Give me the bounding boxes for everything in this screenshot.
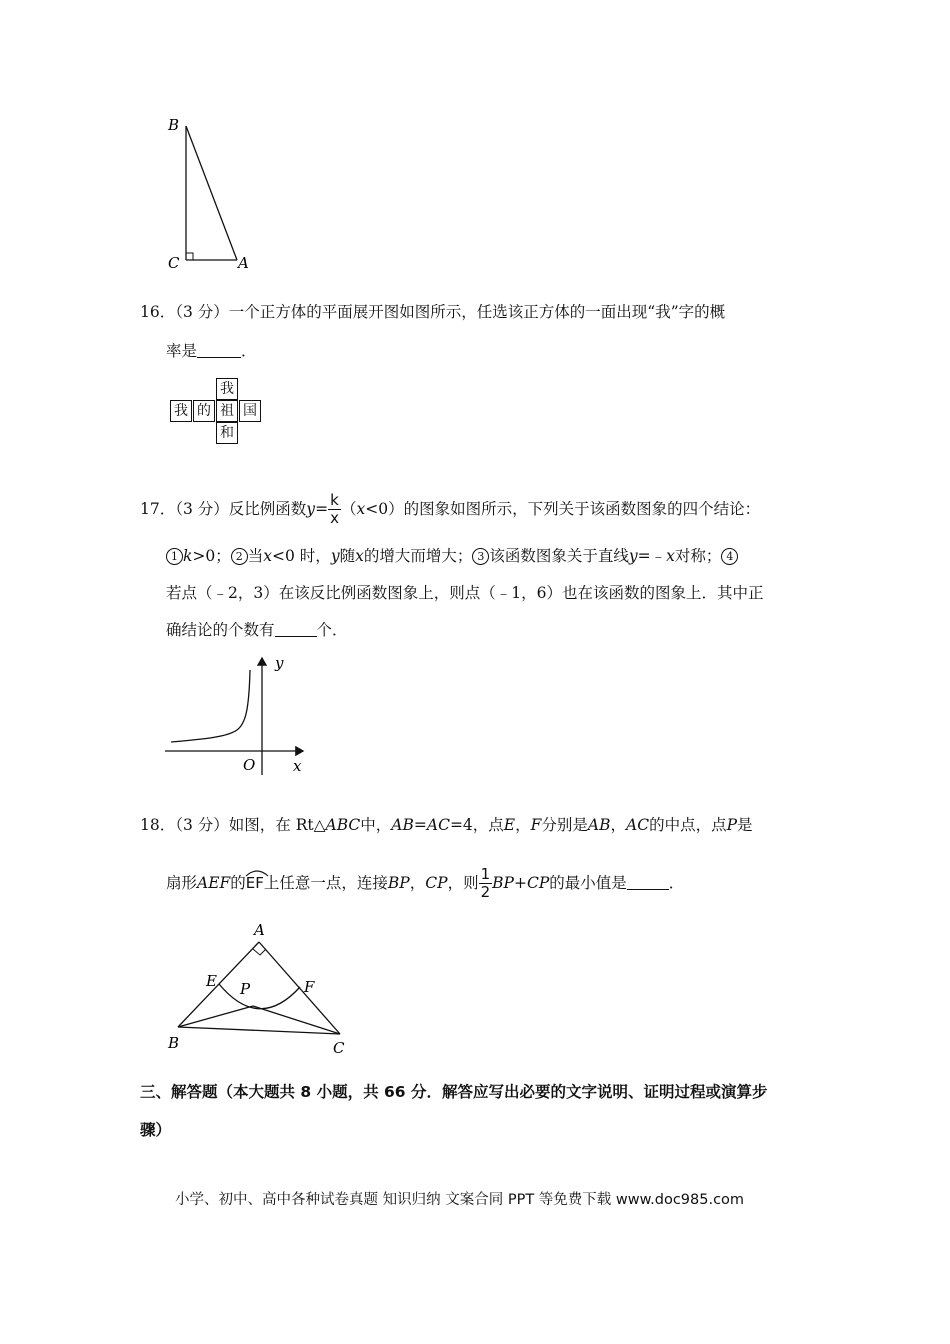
q16-line2: 率是 ． (166, 342, 257, 360)
q16-line1 (140, 305, 725, 321)
q16-answer-blank[interactable] (197, 345, 241, 358)
side-ab (186, 126, 237, 260)
right-angle-mark (253, 949, 266, 955)
label-b: B (168, 1034, 180, 1052)
label-b: B (168, 116, 180, 134)
arc-ef: EF (246, 876, 264, 891)
q18-line1: 18．（3 分）如图，在 Rt△ABC中，AB=AC=4，点E，F分别是AB，AC的中点，点P是 (140, 816, 753, 834)
q16-text1: 一个正方体的平面展开图如图所示，任选该正方体的一面出现“我”字的概 (228, 303, 726, 321)
arc-ef-shape (219, 984, 300, 1009)
label-e: E (206, 972, 217, 990)
side-bc (178, 1027, 340, 1034)
label-c: C (168, 254, 180, 272)
q17-answer-blank[interactable] (275, 624, 317, 637)
net-cell-3: 祖 (216, 400, 238, 422)
label-y: y (275, 654, 284, 672)
label-c: C (333, 1039, 345, 1057)
q16-score: （3 分） (175, 303, 229, 321)
label-x: x (293, 757, 302, 775)
arc-mark (245, 867, 269, 877)
right-angle-mark (186, 253, 193, 260)
label-o: O (243, 756, 256, 774)
q17-line4: 确结论的个数有 个． (166, 621, 348, 639)
q17-line1: 17．（3 分）反比例函数y= $\frac{k}{x}$ （x<0）的图象如图所示，下列关于该函数图象的四个结论： (140, 491, 761, 528)
page-footer: 小学、初中、高中各种试卷真题 知识归纳 文案合同 PPT 等免费下载 www.doc985.com (175, 1192, 745, 1208)
q17-line2: 1 k>0； 2 当x<0 时，y随x的增大而增大； 3 该函数图象关于直线y=﹣x对称； 4 (166, 548, 738, 565)
q18-line2: 扇形AEF的 EF上任意一点，连接BP，CP，则 $\frac{1}{2}$ BP+CP的最小值是 ． (166, 865, 685, 902)
section3-heading: 三、解答题（本大题共 8 小题，共 66 分．解答应写出必要的文字说明、证明过程或演算步 (140, 1083, 768, 1101)
q17-hyperbola-graph (165, 650, 315, 780)
q16-number: 16． (140, 303, 176, 321)
q17-line3: 若点（﹣2，3）在该反比例函数图象上，则点（﹣1，6）也在该函数的图象上．其中正 (166, 584, 764, 602)
q18-fraction-one-half: $\frac{1}{2}$ (480, 865, 491, 902)
q18-answer-blank[interactable] (627, 877, 669, 890)
q18-triangle-figure (160, 920, 360, 1060)
section3-heading-line2: 骤） (140, 1121, 172, 1139)
label-p: P (240, 980, 251, 998)
label-f: F (304, 978, 315, 996)
net-cell-bottom: 和 (216, 422, 238, 444)
net-cell-1: 我 (170, 400, 192, 422)
net-cell-4: 国 (239, 400, 261, 422)
hyperbola-curve (171, 670, 250, 742)
q16-cube-net (170, 378, 270, 448)
q17-fraction-k-over-x: $\frac{k}{x}$ (330, 491, 339, 528)
q15-triangle-figure (160, 110, 270, 275)
label-a: A (254, 921, 265, 939)
net-cell-top: 我 (216, 378, 238, 400)
label-a: A (238, 254, 249, 272)
net-cell-2: 的 (193, 400, 215, 422)
segment-bp (178, 1006, 253, 1027)
